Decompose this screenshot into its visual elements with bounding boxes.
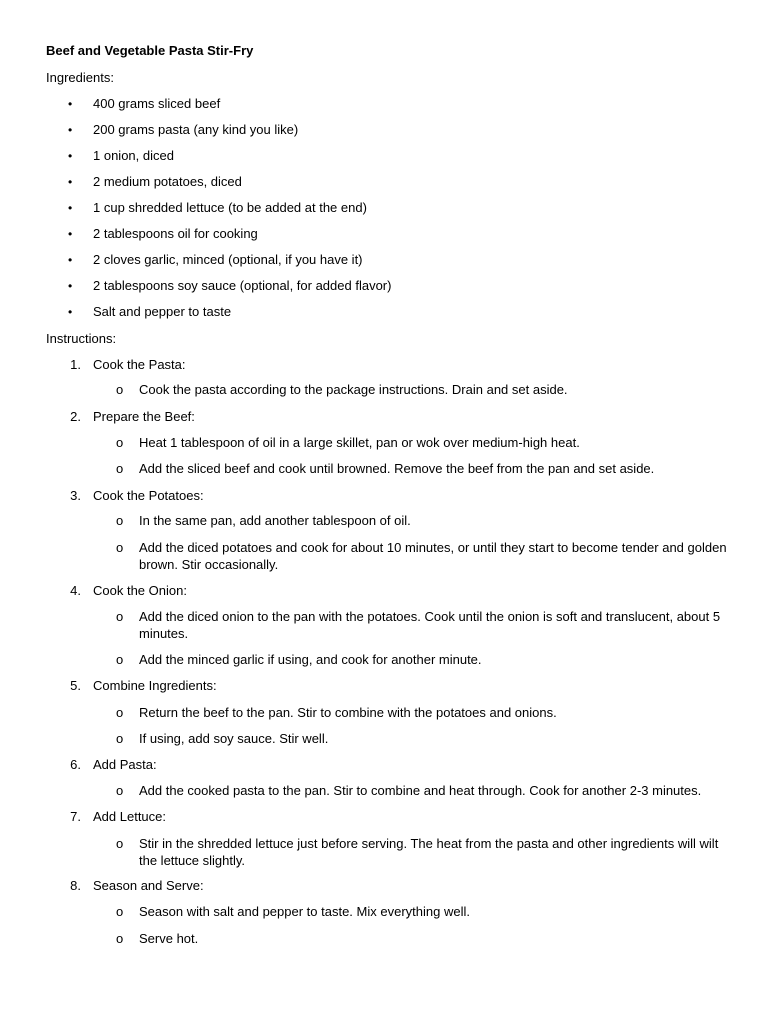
- bullet-icon: •: [68, 149, 73, 163]
- sub-bullet-icon: o: [116, 836, 124, 851]
- bullet-icon: •: [68, 253, 73, 267]
- ingredient-text: 2 tablespoons soy sauce (optional, for added flavor): [93, 278, 392, 293]
- step-number: 5.: [70, 678, 81, 693]
- step-title: Combine Ingredients:: [93, 678, 217, 693]
- ingredients-heading: Ingredients:: [46, 70, 114, 85]
- step-title: Prepare the Beef:: [93, 409, 195, 424]
- sub-bullet-icon: o: [116, 652, 124, 667]
- bullet-icon: •: [68, 175, 73, 189]
- substep-text: Stir in the shredded lettuce just before serving. The heat from the pasta and other ingredients will wilt the lettuce slightly.: [139, 836, 719, 868]
- substep-text: Add the diced potatoes and cook for about 10 minutes, or until they start to become tender and golden brown. Stir occasionally.: [139, 540, 727, 572]
- step-title: Cook the Potatoes:: [93, 488, 204, 503]
- substep-text: Cook the pasta according to the package instructions. Drain and set aside.: [139, 382, 568, 397]
- bullet-icon: •: [68, 227, 73, 241]
- sub-bullet-icon: o: [116, 904, 124, 919]
- step-number: 1.: [70, 357, 81, 372]
- step-number: 2.: [70, 409, 81, 424]
- substep-text: Season with salt and pepper to taste. Mix everything well.: [139, 904, 470, 919]
- sub-bullet-icon: o: [116, 382, 124, 397]
- sub-bullet-icon: o: [116, 705, 124, 720]
- step-number: 6.: [70, 757, 81, 772]
- substep-text: Serve hot.: [139, 931, 199, 946]
- sub-bullet-icon: o: [116, 609, 124, 624]
- ingredient-text: 400 grams sliced beef: [93, 96, 221, 111]
- sub-bullet-icon: o: [116, 731, 124, 746]
- substep-text: In the same pan, add another tablespoon of oil.: [139, 513, 411, 528]
- bullet-icon: •: [68, 305, 73, 319]
- step-title: Cook the Onion:: [93, 583, 187, 598]
- step-title: Cook the Pasta:: [93, 357, 186, 372]
- ingredient-text: 200 grams pasta (any kind you like): [93, 122, 299, 137]
- ingredient-text: 2 tablespoons oil for cooking: [93, 226, 258, 241]
- sub-bullet-icon: o: [116, 931, 124, 946]
- instructions-heading: Instructions:: [46, 331, 117, 346]
- substep-text: Return the beef to the pan. Stir to combine with the potatoes and onions.: [139, 705, 557, 720]
- ingredient-text: 2 cloves garlic, minced (optional, if you have it): [93, 252, 363, 267]
- sub-bullet-icon: o: [116, 540, 124, 555]
- bullet-icon: •: [68, 201, 73, 215]
- sub-bullet-icon: o: [116, 783, 124, 798]
- step-title: Add Pasta:: [93, 757, 157, 772]
- bullet-icon: •: [68, 279, 73, 293]
- ingredient-text: 2 medium potatoes, diced: [93, 174, 242, 189]
- bullet-icon: •: [68, 97, 73, 111]
- substep-text: Heat 1 tablespoon of oil in a large skillet, pan or wok over medium-high heat.: [139, 435, 580, 450]
- ingredient-text: 1 cup shredded lettuce (to be added at the end): [93, 200, 367, 215]
- substep-text: If using, add soy sauce. Stir well.: [139, 731, 329, 746]
- step-number: 8.: [70, 878, 81, 893]
- substep-text: Add the cooked pasta to the pan. Stir to combine and heat through. Cook for another 2-3 minutes.: [139, 783, 702, 798]
- step-number: 7.: [70, 809, 81, 824]
- sub-bullet-icon: o: [116, 461, 124, 476]
- substep-text: Add the minced garlic if using, and cook for another minute.: [139, 652, 482, 667]
- recipe-title: Beef and Vegetable Pasta Stir-Fry: [46, 43, 254, 58]
- substep-text: Add the sliced beef and cook until browned. Remove the beef from the pan and set aside.: [139, 461, 655, 476]
- ingredient-text: 1 onion, diced: [93, 148, 174, 163]
- step-title: Season and Serve:: [93, 878, 204, 893]
- sub-bullet-icon: o: [116, 435, 124, 450]
- sub-bullet-icon: o: [116, 513, 124, 528]
- ingredient-text: Salt and pepper to taste: [93, 304, 232, 319]
- step-number: 3.: [70, 488, 81, 503]
- substep-text: Add the diced onion to the pan with the potatoes. Cook until the onion is soft and translucent, about 5 minutes.: [139, 609, 721, 641]
- step-number: 4.: [70, 583, 81, 598]
- step-title: Add Lettuce:: [93, 809, 166, 824]
- bullet-icon: •: [68, 123, 73, 137]
